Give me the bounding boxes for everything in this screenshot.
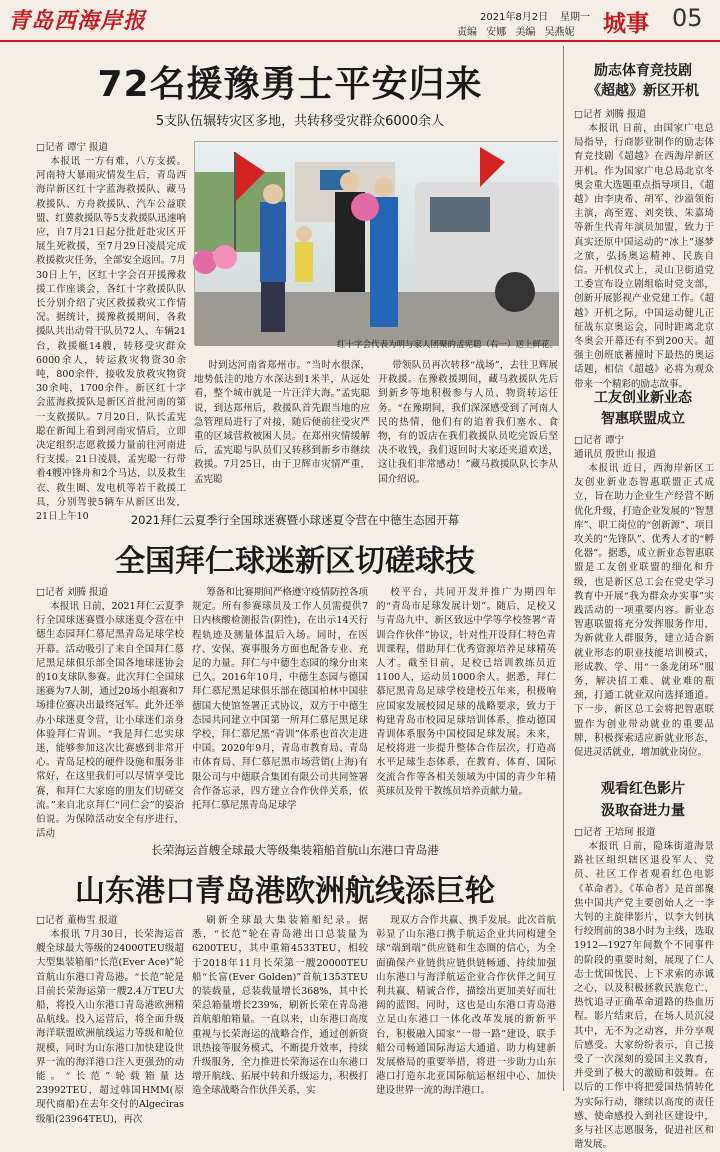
side3-title-line1: 观看红色影片 bbox=[601, 781, 685, 797]
side1-title-line1: 励志体育竞技剧 bbox=[594, 63, 692, 79]
side1-text: 本报讯 日前，由国家广电总局指导，行商影业制作的励志体育竞技剧《超越》在西海岸新区开机。作为国家广电总局北京冬奥会重大选题重点指导项目，《超越》由李庚希、胡军、沙溢领衔主演，高至霆、刘奕铁、朱嘉琦等新生代青年演员加盟，致力于真实还原中国运动的“冰上”逐梦之旅，弘扬奥运精神、民族自信。开机仪式上，灵山卫街道党工委宣布设立剧组临时党支部，创新开展影视产业党建工作。《超越》开机之际，中国运动健儿正征战东京奥运会，同时距离北京冬奥会开幕还有不到200天。超强主创班底蓄撞时下最热的奥运话题，相信《超越》必将为观众带来一个精彩的励志故事。 bbox=[574, 123, 714, 390]
story3-col1: 本报讯 7月30日，长荣海运首艘全球最大等级的24000TEU级超大型集装箱船“长范(Ever Ace)”轮首航山东港口青岛港。“长范”轮是目前长荣海运第一艘2.4万TEU大船，将投入山东港口青岛港欧洲精品航线。投入运营后，将全面升级海洋联盟欧洲航线运力等级和舱位规模，同时为山东港口加快建设世界一流的海洋港口注入更强劲的动能。“长范”轮载箱量达23992TEU，超过韩国HMM(原现代商船)在去年交付的Algeciras级船(23964TEU)，再次 bbox=[36, 929, 184, 1125]
side1-byline: □记者 刘腾 报道 bbox=[574, 109, 647, 120]
story3-kicker: 长荣海运首艘全球最大等级集装箱船首航山东港口青岛港 bbox=[151, 843, 439, 857]
story3-col2: 刷新全球最大集装箱船纪录。据悉，“长范”轮在青岛港出口总装量为6200TEU，其中重箱4533TEU，相较于2018年11月长荣第一艘20000TEU船“长富(Ever Golden)”首航1353TEU的装载量，总装载量增长368%，其中长荣总箱量增长239%，刷新长荣在青岛港首航船舶箱量。一直以来，山东港口高度重视与长荣海运的战略合作，通过创新资讯热接等服务模式，不断提升效率，持续升级服务，全力推进长荣海运在山东港口增开航线、拓展中转和升级运力，积极打造全球战略合作伙伴关系，实 bbox=[192, 915, 368, 1097]
editors: 责编 安娜 美编 吴燕妮 bbox=[457, 27, 575, 38]
section-name: 城事 bbox=[603, 11, 649, 37]
story2-title: 全国拜仁球迷新区切磋球技 bbox=[115, 544, 475, 579]
story3-title: 山东港口青岛港欧洲航线添巨轮 bbox=[75, 874, 495, 909]
masthead-rule bbox=[0, 40, 720, 42]
issue-weekday: 星期一 bbox=[560, 12, 590, 23]
story1-byline: □记者 谭宁 报道 bbox=[36, 142, 109, 153]
rescue-team-photo bbox=[195, 142, 559, 346]
side2-byline2: 通讯员 殷世山 报道 bbox=[574, 449, 657, 460]
story2-col1: 本报讯 日前，2021拜仁云夏季行全国球迷赛暨小球迷夏令营在中德生态园拜仁慕尼黑青岛足球学校开幕。活动吸引了来自全国拜仁慕尼黑足球俱乐部全国各地球迷协会的10支球队参赛。此次拜仁全国球迷赛为7人制，通过20场小组赛和7场排位赛决出最终冠军。此外还举办小球迷夏令营，让小球迷们亲身体验拜仁青训。“我是拜仁忠实球迷，能够参加这次比赛感到非常开心。青岛足校的硬件设施和服务非常好，在这里我们可以尽情享受比赛，和拜仁大家庭的朋友们切磋交流。”来自北京拜仁“同仁会”的姿治伯说。为保障活动安全有序进行，活动 bbox=[36, 601, 184, 840]
side2-title-line2: 智惠联盟成立 bbox=[601, 411, 685, 427]
page-number: 05 bbox=[672, 4, 703, 32]
side1-title-line2: 《超越》新区开机 bbox=[587, 83, 699, 99]
story1-col3: 带领队员再次转移“战场”，去往卫辉展开救援。在豫救援期间，藏马救援队先后到新乡等地积极参与人员、物资转运任务。“在豫期间，我们深深感受到了河南人民的热情，他们有的追着我们塞水、食物，有的饭店在我们救援队员吃完饭后坚决不收钱，我们返回时大家还夹道欢送，这让我们非常感动！”藏马救援队队长李从国介绍说。 bbox=[378, 360, 558, 485]
story3-col3: 现双方合作共赢、携手发展。此次首航彰显了山东港口携手航运企业共同构建全球“端到端”供应链和生态圈的信心，为全面确保产业链供应链供链畅通、持续加强山东港口与海洋航运企业合作伙伴之间互利共赢、精诚合作，描绘出更加美好而壮阔的蓝图。同时，这也是山东港口青岛港立足山东港口一体化改革发展的新新平台，积极融入国家“一带一路”建设、联手船公司畅通国际海运大通道、助力构建新发展格局的重要举措，将进一步助力山东港口打造东北亚国际航运枢纽中心、加快建设世界一流的海洋港口。 bbox=[376, 915, 556, 1097]
story1-photo-caption: 红十字会代表为明与家人团聚的孟宪聪（右一）送上鲜花。 bbox=[336, 340, 558, 350]
story2-col2: 筹备和比赛期间严格遵守疫情防控各项规定。所有参赛球员及工作人员需提供7日内核酸检测报告(阴性)，在出示14天行程轨迹及测量体温后入场。同时，在医疗、安保、赛事服务方面也配备专业、充足的力量。拜仁与中德生态园的缘分由来已久。2016年10月，中德生态园与德国拜仁慕尼黑足球俱乐部在德国柏林中国驻德国大使馆签署正式协议，双方于中德生态园共同建立中国第一所拜仁慕尼黑足球学校，拜仁慕尼黑“青训”体系也首次走进中国。2020年9月，青岛市教育局、青岛市体育局、拜仁慕尼黑市场营销(上海)有限公司与中德联合集团有限公司共同签署合作备忘录，四方建立合作伙伴关系，依托拜仁慕尼黑青岛足球学 bbox=[192, 587, 368, 812]
story1-title: 72名援豫勇士平安归来 bbox=[97, 64, 483, 105]
side3-text: 本报讯 日前，隐珠街道海景路社区组织辖区退役军人、党员、社区工作者观看红色电影《革命者》。《革命者》是首部聚焦中国共产党主要创始人之一李大钊的主旋律影片，以李大钊执行绞刑前的38小时为主线，选取1912—1927年间数个不同事件的阶段的重要时刻，展现了仁人志士忧国忧民、上下求索的赤诚之心，以及积极拯救民族危亡、热忱追寻正确革命道路的热血历程。影片结束后，在场人员沉浸其中，无不为之动容，并分享观后感受。大家纷纷表示，自己接受了一次深刻的爱国主义教育，并受到了极大的激励和鼓舞。在以后的工作中将把爱国热情转化为实际行动，继续以高度的责任感、使命感投入到社区建设中，多与社区志愿服务，促进社区和谐发展。 bbox=[574, 841, 714, 1151]
story1-subtitle: 5支队伍辗转灾区多地，共转移受灾群众6000余人 bbox=[155, 114, 445, 129]
side2-title-line1: 工友创业新业态 bbox=[594, 390, 692, 406]
story2-byline: □记者 刘腾 报道 bbox=[36, 587, 109, 598]
side2-text: 本报讯 近日，西海岸新区工友创业新业态智惠联盟正式成立，旨在助力企业生产经营不断优化升级，打造企业发展的“智慧库”、职工岗位的“创新源”、项目攻关的“先锋队”、优秀人才的“孵化器”。据悉，成立新业态智惠联盟是工友创业联盟的细化和升级，也是新区总工会在党史学习教育中开展“我为群众办实事”实践活动的一项重要内容。新业态智惠联盟将充分发挥服务作用，为新就业人群服务，建立适合新就业形态的职业技能培训模式，形成教、学、用“一条龙闭环”服务，解决招工难、就业难的瓶颈，打通工就业双向选择通道。下一步，新区总工会将把智惠联盟作为创业带动就业的重要品牌，积极探索适应新就业形态，促进灵活就业，增加就业岗位。 bbox=[574, 463, 714, 759]
story3-byline: □记者 董梅雪 报道 bbox=[36, 915, 118, 926]
column-divider bbox=[563, 46, 564, 1091]
side3-byline: □记者 王培珂 报道 bbox=[574, 827, 656, 838]
story2-col3: 校平台，共同开发并推广为期四年的“青岛市足球发展计划”。随后，足校又与青岛九中、新区致远中学等学校签署“青训合作伙伴”协议，针对性开设拜仁特色青训课程，借助拜仁优秀资源培养足球精英人才。截至目前，足校已培训教练员近1100人，运动员1000余人。据悉，拜仁慕尼黑青岛足球学校建校五年来，积极响应国家发展校园足球的战略要求，致力于构建青岛市校园足球培训体系，推动德国青训体系服务中国校园足球发展。未来，足校将进一步提升整体合作层次，打造高水平足球生态体系，在教育、体育、国际交流合作等各相关领域为中国的青少年精英球员及骨干教练员培养贡献力量。 bbox=[376, 587, 556, 797]
side3-title-line2: 汲取奋进力量 bbox=[601, 803, 685, 819]
story1-col1: 本报讯 一方有难，八方支援。河南特大暴雨灾情发生后，青岛西海岸新区红十字蓝海救援队、藏马救援队、方舟救援队、汽车公益联盟、红冀救援队等5支救援队迅速响应，自7月21日起分批赶赴灾区开展生死救援，至7月29日凌晨完成救援救灾任务，全部安全返回。7月30日上午，区红十字会召开援豫救援工作座谈会，各红十字救援队队长分别介绍了灾区救援救灾工作情况。据统计，援豫救援期间，各救援队共出动骨干队员72人、车辆21台，救援艇14艘，转移受灾群众6000余人，转运救灾物资30余吨，800余件，接收发放救灾物资30余吨，1700余件。新区红十字会蓝海救援队是新区首批河南的第一支救援队。7月20日，队长孟宪聪在新闻上看到河南灾情后，立即决定组织志愿救援力量前往河南进行支援。21日凌晨，孟宪聪一行带着4艘冲锋舟和2个马达，以及救生衣、救生圈、发电机等若干救援工具，分别驾驶5辆车从新区出发，21日上午10 bbox=[36, 156, 186, 523]
side2-byline1: □记者 谭宁 bbox=[574, 435, 624, 446]
story1-photo bbox=[194, 141, 558, 345]
issue-date: 2021年8月2日 bbox=[480, 12, 549, 23]
masthead bbox=[0, 0, 720, 40]
paper-logo: 青岛西海岸报 bbox=[8, 8, 147, 34]
story2-kicker: 2021拜仁云夏季行全国球迷赛暨小球迷夏令营在中德生态园开幕 bbox=[130, 513, 460, 527]
story1-col2: 时到达河南省郑州市。“当时水很深，地势低洼的地方水深达到1米半，从远处看，整个城市就是一片汪洋大海。”孟宪聪说，到达郑州后，救援队首先跟当地的应急管理局进行了对接，随后便前往受灾严重的区域营救被困人员。在郑州灾情缓解后，孟宪聪与队员们又转移到新乡市继续救援。7月25日，由于卫辉市灾情严重，孟宪聪 bbox=[194, 360, 370, 485]
